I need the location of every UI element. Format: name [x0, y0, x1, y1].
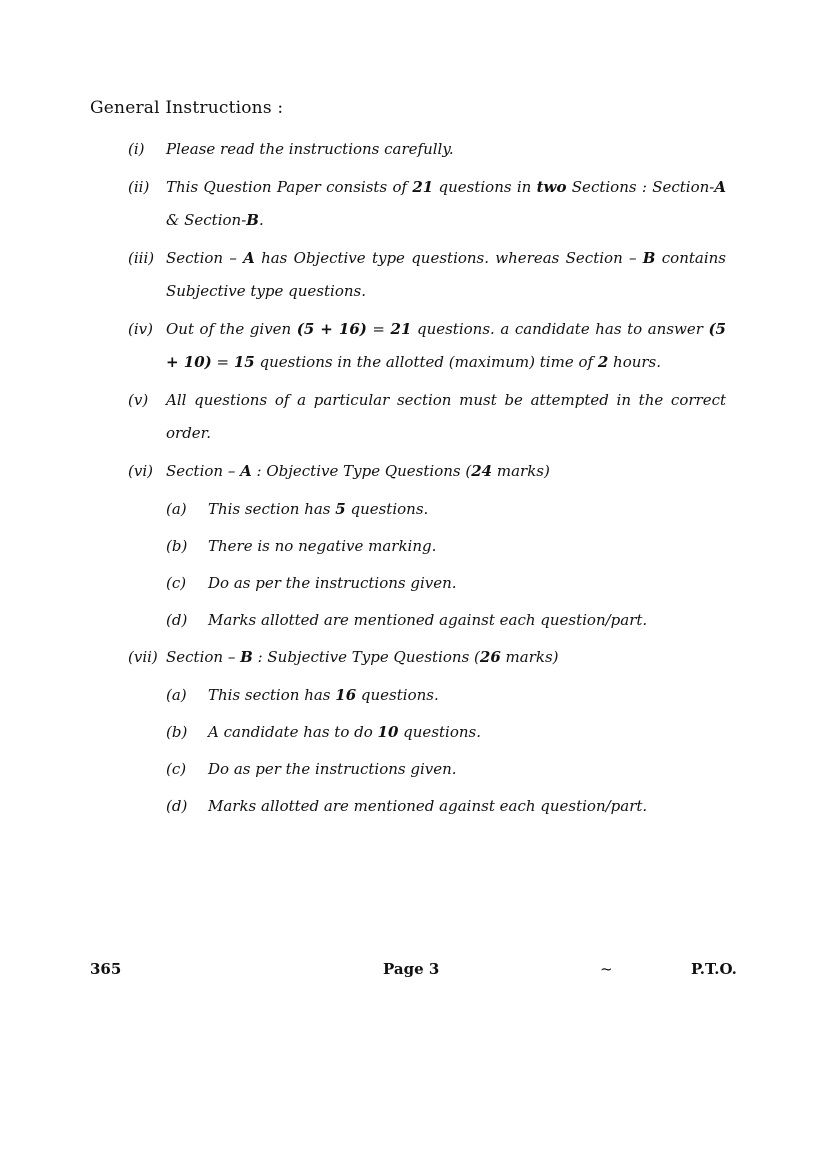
item-number: (ii) [128, 178, 150, 196]
pto-label: P.T.O. [691, 960, 737, 978]
item-text: Section – A has Objective type questions. whereas Section – B contains Subjective type questions. [166, 249, 726, 300]
instruction-item [0, 313, 827, 379]
sub-item-text: There is no negative marking. [208, 537, 437, 555]
item-text: Out of the given (5 + 16) = 21 questions. a candidate has to answer (5 + 10) = 15 questions in the allotted (maximum) time of 2 hours. [166, 320, 726, 371]
sub-item [0, 790, 827, 823]
sub-item-number: (c) [166, 574, 187, 592]
sub-item-number: (b) [166, 723, 188, 741]
instruction-item [0, 133, 827, 166]
item-text: Please read the instructions carefully. [166, 140, 454, 158]
sub-item [0, 716, 827, 749]
tilde-mark: ~ [600, 960, 613, 978]
sub-item-text: A candidate has to do 10 questions. [208, 723, 481, 741]
instruction-item [0, 455, 827, 488]
item-text: All questions of a particular section must be attempted in the correct order. [166, 391, 726, 442]
instruction-item [0, 242, 827, 308]
instruction-item [0, 641, 827, 674]
sub-item [0, 567, 827, 600]
item-text: Section – B : Subjective Type Questions (26 marks) [166, 648, 559, 666]
sub-item [0, 679, 827, 712]
sub-item-number: (c) [166, 760, 187, 778]
item-number: (iv) [128, 320, 153, 338]
sub-item-text: Marks allotted are mentioned against each question/part. [208, 797, 648, 815]
sub-item-text: This section has 16 questions. [208, 686, 439, 704]
item-number: (v) [128, 391, 149, 409]
paper-code: 365 [90, 960, 122, 978]
page-heading: General Instructions : [90, 98, 284, 118]
item-text: This Question Paper consists of 21 questions in two Sections : Section-A & Section-B. [166, 178, 726, 229]
item-text: Section – A : Objective Type Questions (24 marks) [166, 462, 550, 480]
sub-item [0, 753, 827, 786]
item-number: (vi) [128, 462, 153, 480]
sub-item-text: Do as per the instructions given. [208, 574, 457, 592]
sub-item [0, 604, 827, 637]
page-number: Page 3 [383, 960, 440, 978]
sub-item-number: (b) [166, 537, 188, 555]
sub-item-number: (d) [166, 797, 188, 815]
item-number: (i) [128, 140, 145, 158]
item-number: (iii) [128, 249, 155, 267]
sub-item-number: (a) [166, 686, 187, 704]
sub-item-number: (a) [166, 500, 187, 518]
sub-item-text: This section has 5 questions. [208, 500, 429, 518]
sub-item [0, 530, 827, 563]
sub-item-text: Do as per the instructions given. [208, 760, 457, 778]
sub-item [0, 493, 827, 526]
sub-item-text: Marks allotted are mentioned against each question/part. [208, 611, 648, 629]
item-number: (vii) [128, 648, 158, 666]
instructions-list [0, 133, 827, 823]
instruction-item [0, 384, 827, 450]
sub-item-number: (d) [166, 611, 188, 629]
instruction-item [0, 171, 827, 237]
